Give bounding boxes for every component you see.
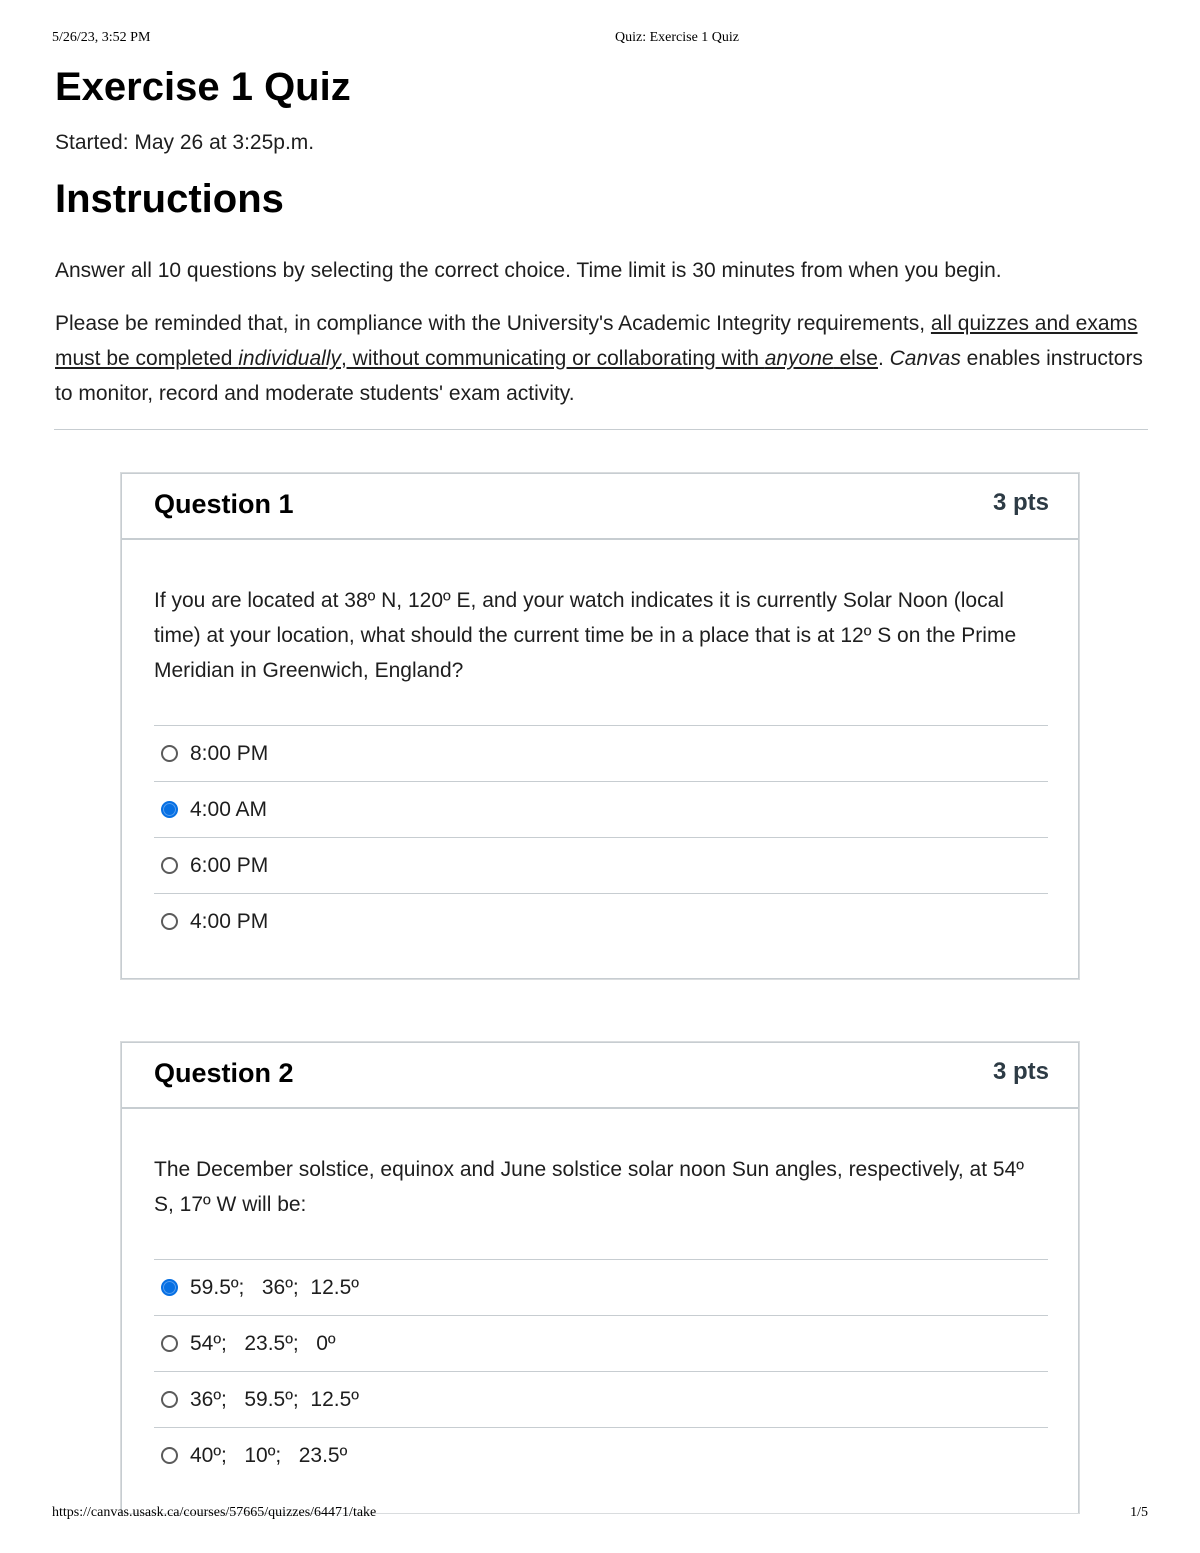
quiz-started-time: Started: May 26 at 3:25p.m. [55,131,315,154]
question-name: Question 2 [154,1058,294,1088]
question-2 [121,1042,1079,1513]
print-url: https://canvas.usask.ca/courses/57665/quizzes/64471/take [52,1505,377,1520]
instructions-paragraph-1: Answer all 10 questions by selecting the correct choice. Time limit is 30 minutes from when you begin. [55,259,1002,282]
question-points: 3 pts [992,489,1049,516]
quiz-content [55,62,1147,430]
print-datetime: 5/26/23, 3:52 PM [52,30,151,45]
answer-option[interactable] [154,782,1048,838]
integrity-underline-anyone: anyone [764,347,834,370]
quiz-title: Exercise 1 Quiz [55,65,351,109]
integrity-underline-2: , without communicating or collaborating with [341,347,765,370]
canvas-name: Canvas [889,347,961,370]
answer-option[interactable] [154,894,1048,949]
radio-button[interactable] [161,1335,178,1352]
integrity-underline-individually: individually [238,347,341,370]
print-page-number: 1/5 [1130,1505,1148,1520]
answer-option[interactable] [154,1316,1048,1372]
question-points: 3 pts [992,1058,1049,1085]
question-header [122,1043,1078,1109]
question-text: The December solstice, equinox and June solstice solar noon Sun angles, respectively, at 54º S, 17º W will be: [154,1158,1024,1216]
question-body [122,1109,1078,1483]
integrity-separator: . [877,347,890,370]
print-footer [52,1505,1148,1525]
radio-button[interactable] [161,913,178,930]
integrity-underline-1: all quizzes and exams must be completed [55,312,1138,370]
radio-button[interactable] [161,857,178,874]
answer-label[interactable]: 6:00 PM [190,853,269,877]
answer-option[interactable] [154,1372,1048,1428]
answer-option[interactable] [154,838,1048,894]
integrity-text-end: enables instructors to monitor, record and moderate students' exam activity. [55,347,1143,405]
instructions-divider [54,429,1148,430]
question-text: If you are located at 38º N, 120º E, and your watch indicates it is currently Solar Noon (local time) at your location, what should the current time be in a place that is at 12º S on the Prime Meridian in Greenwich, England? [154,589,1017,682]
integrity-underline-else: else [833,347,878,370]
instructions-paragraph-2 [55,306,1147,411]
answer-label[interactable]: 8:00 PM [190,741,269,765]
answer-label[interactable]: 54º; 23.5º; 0º [190,1331,336,1355]
radio-button-selected[interactable] [161,801,178,818]
question-1 [121,473,1079,979]
answer-label[interactable]: 40º; 10º; 23.5º [190,1443,348,1467]
answer-label[interactable]: 4:00 AM [190,797,268,821]
radio-button-selected[interactable] [161,1279,178,1296]
question-name: Question 1 [154,489,294,519]
answer-option[interactable] [154,1260,1048,1316]
radio-button[interactable] [161,1391,178,1408]
answer-option[interactable] [154,1428,1048,1483]
question-body [122,540,1078,949]
answer-label[interactable]: 59.5º; 36º; 12.5º [190,1275,359,1299]
answer-list [154,1259,1048,1483]
question-header [122,474,1078,540]
answer-label[interactable]: 4:00 PM [190,909,269,933]
radio-button[interactable] [161,745,178,762]
instructions-heading: Instructions [55,177,284,221]
integrity-text: Please be reminded that, in compliance with the University's Academic Integrity requirements, [55,312,931,335]
radio-button[interactable] [161,1447,178,1464]
print-header [52,30,1148,50]
answer-label[interactable]: 36º; 59.5º; 12.5º [190,1387,359,1411]
answer-list [154,725,1048,949]
answer-option[interactable] [154,726,1048,782]
print-page-title: Quiz: Exercise 1 Quiz [615,30,740,45]
